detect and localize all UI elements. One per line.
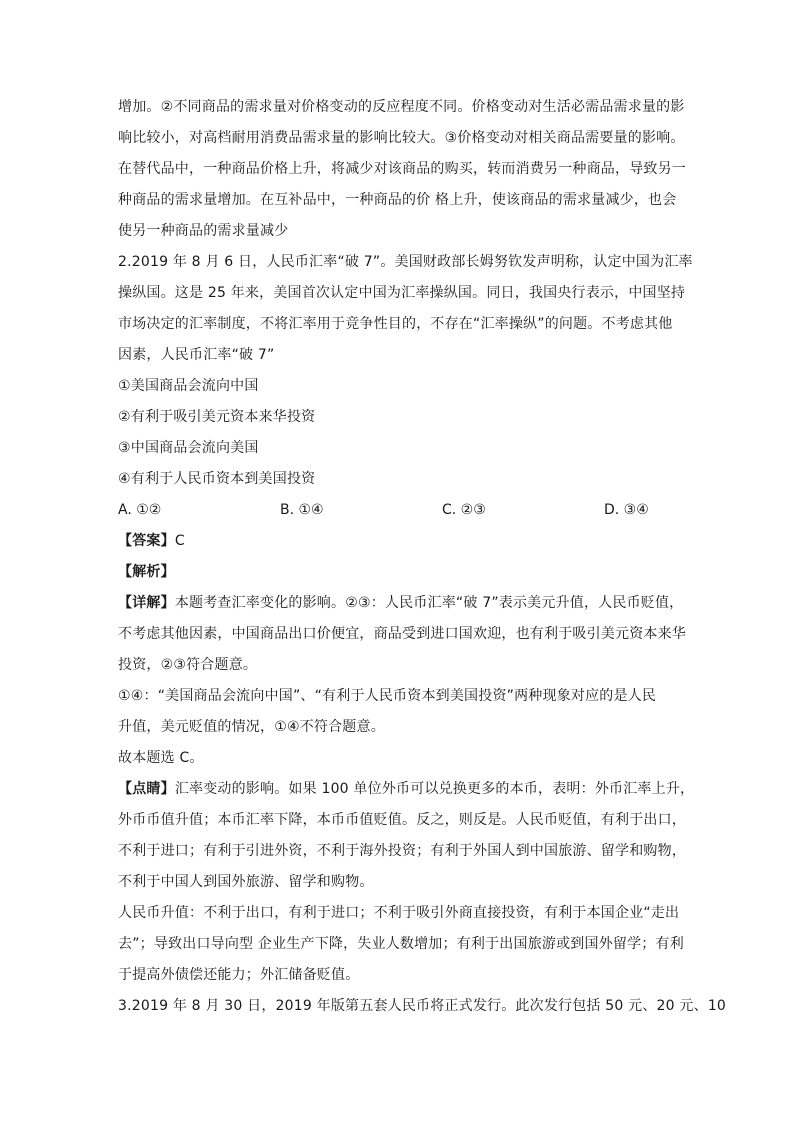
tip-line: 外币币值升值；本币汇率下降，本币币值贬值。反之，则反是。人民币贬值，有利于出口， xyxy=(118,812,686,828)
detail-tag: 【详解】 xyxy=(118,595,175,611)
tip-line: 去”；导致出口导向型 企业生产下降，失业人数增加；有利于出国旅游或到国外留学；有利 xyxy=(118,936,684,952)
tip-line: 于提高外债偿还能力；外汇储备贬值。 xyxy=(118,967,360,983)
paragraph-line: 使另一种商品的需求量减少 xyxy=(118,223,289,239)
tip-line xyxy=(118,774,695,805)
statement-item: ③中国商品会流向美国 xyxy=(118,440,259,456)
document-page xyxy=(118,92,727,1022)
question-stem-line: 因素，人民币汇率“破 7” xyxy=(118,347,275,363)
question-stem-line: 2.2019 年 8 月 6 日，人民币汇率“破 7”。美国财政部长姆努钦发声明称，认定中国为汇率 xyxy=(118,254,693,270)
detail-line: 不考虑其他因素，中国商品出口价便宜，商品受到进口国欢迎，也有利于吸引美元资本来华 xyxy=(118,626,686,642)
detail-line: 升值，美元贬值的情况，①④不符合题意。 xyxy=(118,719,385,735)
tip-line: 不利于中国人到国外旅游、留学和购物。 xyxy=(118,874,374,890)
detail-line: 故本题选 C。 xyxy=(118,750,204,766)
detail-text: 本题考查汇率变化的影响。②③：人民币汇率“破 7”表示美元升值，人民币贬值， xyxy=(174,595,684,611)
paragraph-line: 在替代品中，一种商品价格上升，将减少对该商品的购买，转而消费另一种商品，导致另一 xyxy=(118,161,686,177)
answer-line xyxy=(118,526,678,557)
question-stem-line: 市场决定的汇率制度，不将汇率用于竞争性目的，不存在“汇率操纵”的问题。不考虑其他 xyxy=(118,316,673,332)
option-b: B. ①④ xyxy=(280,502,324,518)
paragraph-line: 种商品的需求量增加。在互补品中，一种商品的价 格上升，使该商品的需求量减少，也会 xyxy=(118,192,677,208)
question-stem-line: 操纵国。这是 25 年来，美国首次认定中国为汇率操纵国。同日，我国央行表示，中国坚持 xyxy=(118,285,686,301)
tip-text: 汇率变动的影响。如果 100 单位外币可以兑换更多的本币，表明：外币汇率上升， xyxy=(174,781,695,797)
statement-item: ②有利于吸引美元资本来华投资 xyxy=(118,409,316,425)
paragraph-line: 响比较小，对高档耐用消费品需求量的影响比较大。③价格变动对相关商品需要量的影响。 xyxy=(118,130,685,146)
question-2 xyxy=(118,247,695,991)
tip-line: 人民币升值：不利于出口，有利于进口；不利于吸引外商直接投资，有利于本国企业“走出 xyxy=(118,905,680,921)
statement-item: ④有利于人民币资本到美国投资 xyxy=(118,471,316,487)
detail-line xyxy=(118,588,684,619)
paragraph-line: 增加。②不同商品的需求量对价格变动的反应程度不同。价格变动对生活必需品需求量的影 xyxy=(118,99,685,115)
detail-line: ①④：“美国商品会流向中国”、“有利于人民币资本到美国投资”两种现象对应的是人民 xyxy=(118,688,657,704)
question-3 xyxy=(118,991,727,1022)
tip-tag: 【点睛】 xyxy=(118,781,175,797)
answer-value: C xyxy=(174,533,185,549)
question-stem-line: 3.2019 年 8 月 30 日，2019 年版第五套人民币将正式发行。此次发行包括 50 元、20 元、10 xyxy=(118,998,727,1014)
detail-line: 投资，②③符合题意。 xyxy=(118,657,258,673)
answer-options xyxy=(118,495,678,526)
statement-item: ①美国商品会流向中国 xyxy=(118,378,259,394)
option-a: A. ①② xyxy=(118,502,162,518)
tip-line: 不利于进口；有利于引进外资，不利于海外投资；有利于外国人到中国旅游、留学和购物， xyxy=(118,843,686,859)
option-c: C. ②③ xyxy=(442,502,486,518)
question-1-tail xyxy=(118,92,686,247)
option-d: D. ③④ xyxy=(604,502,649,518)
analysis-tag: 【解析】 xyxy=(118,564,175,580)
answer-tag: 【答案】 xyxy=(118,533,175,549)
